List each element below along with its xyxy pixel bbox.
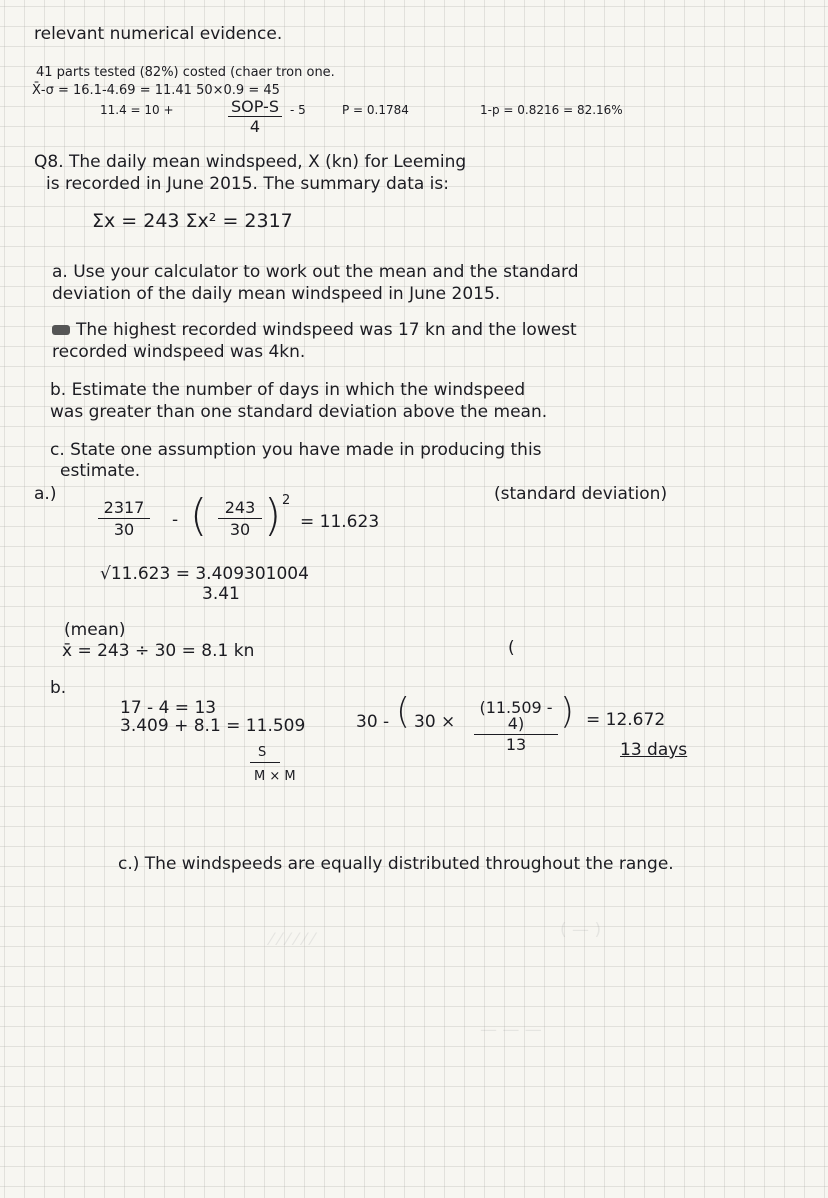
sd-label: (standard deviation) [494,484,668,504]
fraction-denominator: 13 [505,735,527,754]
question-info [52,322,577,339]
days-calc-prefix: 30 - [356,712,390,732]
summary-sums: Σx = 243 Σx² = 2317 [92,210,293,232]
scratch-line-2: X̄-σ = 16.1-4.69 = 11.41 50×0.9 = 45 [32,83,280,98]
fraction-mean [218,500,262,538]
scratch-line-3: 11.4 = 10 + [100,103,174,117]
answer-b-label: b. [50,678,67,698]
square-exponent: 2 [282,493,291,508]
left-paren: ( [396,691,411,732]
bleed-through-mark: — — — [480,1020,542,1040]
days-answer: 13 days [620,740,688,760]
scratch-line-1: 41 parts tested (82%) costed (chaer tron one. [36,65,335,80]
fraction-denominator: 30 [229,520,251,539]
scratch-probability: P = 0.1784 [342,103,409,117]
right-paren: ) [264,490,282,541]
scratch-percentage: 1-p = 0.8216 = 82.16% [480,103,623,117]
left-paren: ( [190,490,208,541]
m-mark: M × M [254,769,296,784]
mean-label: (mean) [64,620,126,640]
fraction-sum-x-squared [98,500,150,538]
scribble-mark [52,325,70,335]
minus-sign: - [172,510,179,530]
mean-calculation: x̄ = 243 ÷ 30 = 8.1 kn [62,641,255,661]
question-part-a: a. Use your calculator to work out the mean and the standard [52,262,579,282]
bleed-through-mark: ⁄ ⁄ ⁄ ⁄ ⁄ ⁄ [270,930,315,950]
days-result: = 12.672 [586,710,666,730]
stray-paren: ( [508,638,515,658]
question-part-b: b. Estimate the number of days in which the windspeed [50,380,526,400]
scratch-tail: - 5 [290,103,306,117]
fraction-denominator: 30 [113,520,135,539]
question-part-a-line-2: deviation of the daily mean windspeed in June 2015. [52,284,501,304]
mean-plus-sd: 3.409 + 8.1 = 11.509 [120,716,306,736]
fraction-bar [98,518,150,519]
question-info-text: The highest recorded windspeed was 17 kn and the lowest [76,320,577,340]
question-part-c-line-2: estimate. [60,461,141,481]
scratch-fraction-denominator: 4 [249,117,261,136]
answer-c: c.) The windspeeds are equally distributed throughout the range. [118,854,674,874]
question-part-b-line-2: was greater than one standard deviation above the mean. [50,402,548,422]
fraction-bar [218,518,262,519]
question-intro-line-2: is recorded in June 2015. The summary data is: [46,174,449,194]
question-info-line-2: recorded windspeed was 4kn. [52,342,306,362]
days-fraction [474,700,558,753]
days-calc-inner: 30 × [414,712,456,732]
range-calc: 17 - 4 = 13 [120,698,217,718]
s-mark: S [258,745,267,760]
fraction-numerator: (11.509 - 4) [479,698,553,733]
fraction-numerator: 2317 [103,498,145,517]
variance-result: = 11.623 [300,512,380,532]
rounded-sd: 3.41 [202,584,240,604]
answer-a-label: a.) [34,484,57,504]
page-heading: relevant numerical evidence. [34,24,283,44]
scratch-fraction [228,99,282,135]
fraction-numerator: 243 [224,498,256,517]
question-part-c: c. State one assumption you have made in producing this [50,440,542,460]
bleed-through-mark: ( — ) [560,920,602,940]
divider-mark [250,762,280,763]
question-intro: Q8. The daily mean windspeed, X (kn) for Leeming [34,152,467,172]
scratch-fraction-numerator: SOP-S [231,97,279,116]
right-paren: ) [560,691,575,732]
sqrt-line: √11.623 = 3.409301004 [100,564,309,584]
